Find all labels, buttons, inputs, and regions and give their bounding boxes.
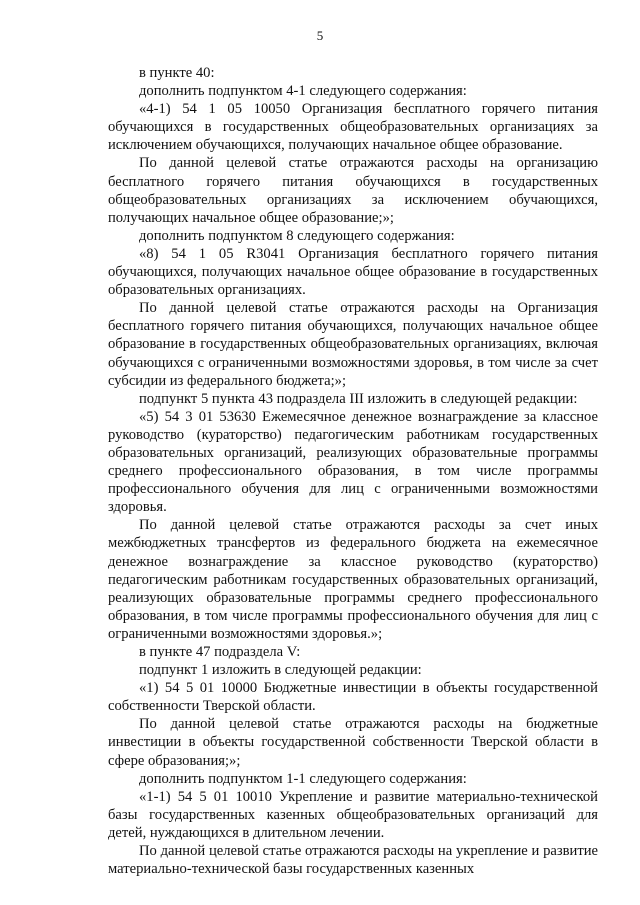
document-body — [108, 64, 598, 878]
paragraph: подпункт 1 изложить в следующей редакции: — [139, 662, 422, 679]
paragraph: «1-1) 54 5 01 10010 Укрепление и развитие материально-технической базы государственных казенных общеобразовательных организаций для детей, нуждающихся в длительном лечении. — [108, 788, 598, 841]
paragraph: По данной целевой статье отражаются расходы за счет иных межбюджетных трансфертов из федерального бюджета на ежемесячное денежное вознаграждение за классное руководство (кураторство) педагогическим работникам государственных образовательных организаций, реализующих образовательные программы среднего профессионального образования, в том числе программы профессионального обучения для лиц с ограниченными возможностями здоровья.»; — [108, 517, 598, 642]
paragraph: «4-1) 54 1 05 10050 Организация бесплатного горячего питания обучающихся в государственных общеобразовательных организациях за исключением обучающихся, получающих начальное общее образование. — [108, 101, 598, 154]
paragraph: дополнить подпунктом 4-1 следующего содержания: — [139, 83, 467, 100]
paragraph: «8) 54 1 05 R3041 Организация бесплатного горячего питания обучающихся, получающих начальное общее образование в государственных образовательных организациях. — [108, 245, 598, 299]
paragraph: По данной целевой статье отражаются расходы на бюджетные инвестиции в объекты государственной собственности Тверской области в сфере образования;»; — [108, 716, 598, 769]
paragraph: «5) 54 3 01 53630 Ежемесячное денежное вознаграждение за классное руководство (кураторство) педагогическим работникам государственных образовательных организаций, реализующих образовательные программы среднего профессионального образования, в том числе программы профессионального обучения для лиц с ограниченными возможностями здоровья. — [108, 408, 598, 516]
paragraph: По данной целевой статье отражаются расходы на организацию бесплатного горячего питания обучающихся в государственных общеобразовательных организациях за исключением обучающихся, получающих начальное общее образование;»; — [108, 155, 598, 226]
paragraph: «1) 54 5 01 10000 Бюджетные инвестиции в объекты государственной собственности Тверской области. — [108, 680, 598, 715]
page-number: 5 — [316, 28, 324, 43]
paragraph: дополнить подпунктом 8 следующего содержания: — [139, 227, 455, 244]
paragraph: подпункт 5 пункта 43 подраздела III изложить в следующей редакции: — [139, 390, 578, 407]
paragraph: По данной целевой статье отражаются расходы на Организация бесплатного горячего питания обучающихся, получающих начальное общее образование в государственных общеобразовательных организациях, включая обучающихся с ограниченными возможностями здоровья, в том числе за счет субсидии из федерального бюджета;»; — [108, 300, 598, 389]
paragraph: По данной целевой статье отражаются расходы на укрепление и развитие материально-технической базы государственных казенных — [108, 843, 598, 878]
paragraph: дополнить подпунктом 1-1 следующего содержания: — [139, 770, 467, 787]
paragraph: в пункте 47 подраздела V: — [139, 644, 301, 660]
paragraph: в пункте 40: — [139, 65, 215, 81]
